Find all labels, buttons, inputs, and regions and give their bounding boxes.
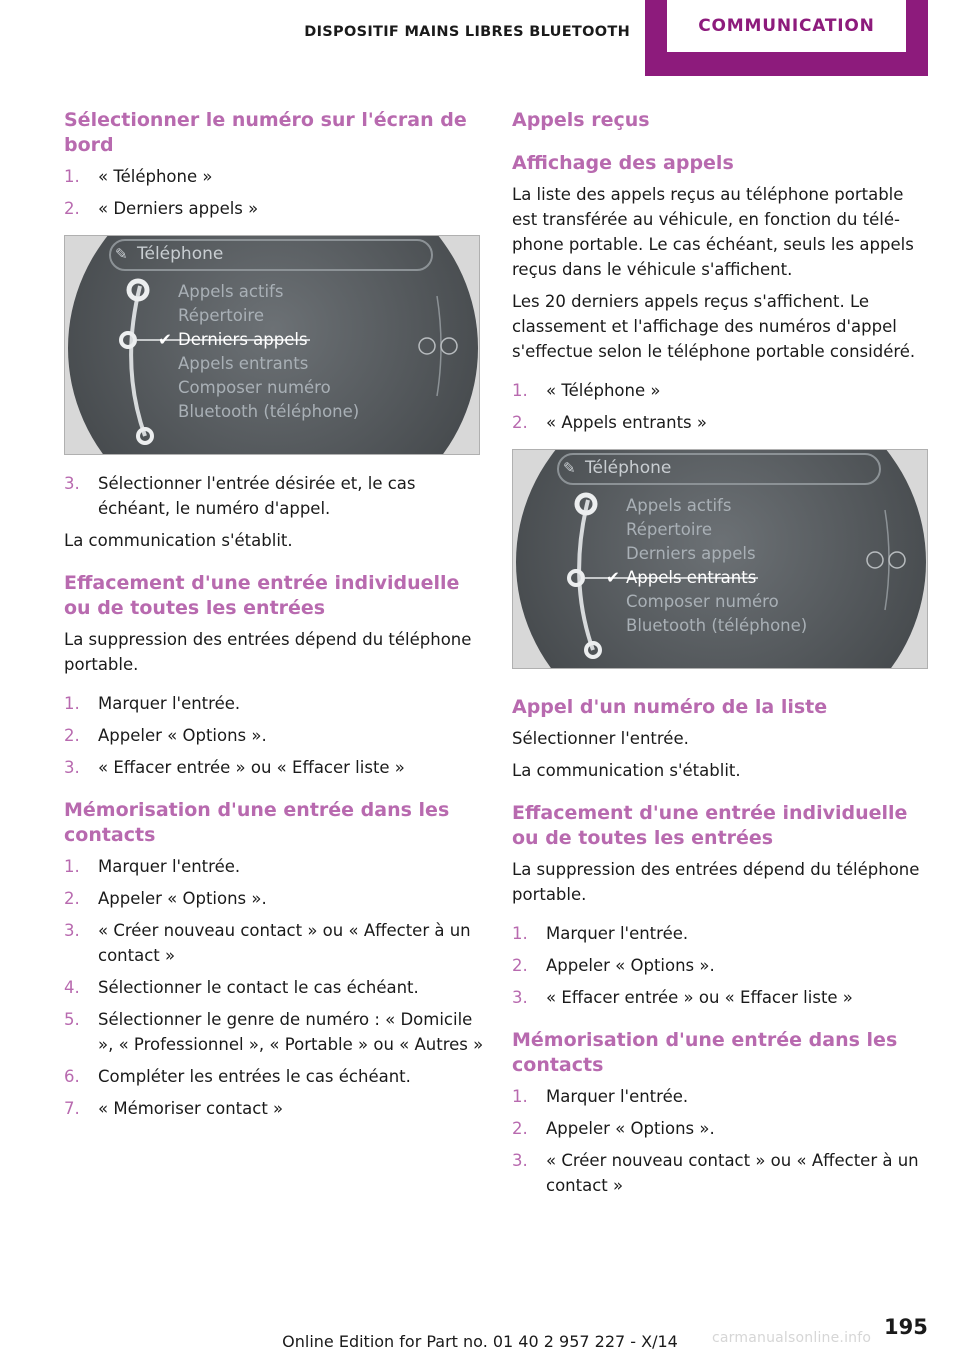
list-item: 5. Sélectionner le genre de numéro : « Domicile », « Professionnel », « Portable » ou « Autres » [64,1010,484,1054]
display-menu-item: Bluetooth (téléphone) [626,616,808,635]
list-item: 1. Marquer l'entrée. [64,857,241,876]
paragraph: La communication s'établit. [64,531,293,550]
display-menu-item-selected: ✔ Appels entrants [626,566,807,590]
list-item: 3. « Effacer entrée » ou « Effacer liste » [512,988,853,1007]
list-item: 3. Sélectionner l'entrée désirée et, le cas échéant, le numéro d'appel. [64,474,416,518]
steps-delete-entries [512,921,932,1010]
display-menu-item: Derniers appels [626,544,756,563]
steps-save-contact [512,1084,932,1198]
list-item: 1. Marquer l'entrée. [512,924,689,943]
list-item: 1. « Téléphone » [64,167,213,186]
list-item: 2. Appeler « Options ». [64,889,267,908]
list-item: 1. « Téléphone » [512,381,661,400]
page-number: 195 [884,1315,928,1339]
display-menu-item: Appels entrants [178,354,309,373]
section-title-select-number: Sélectionner le numéro sur l'écran de bord [64,109,467,156]
list-item: 7. « Mémoriser contact » [64,1099,284,1118]
list-item: 2. Appeler « Options ». [64,726,267,745]
section-title-call-from-list: Appel d'un numéro de la liste [512,696,828,718]
display-title: Téléphone [585,458,672,478]
onboard-display-screenshot [512,449,928,669]
list-item: 1. Marquer l'entrée. [512,1087,689,1106]
paragraph: La liste des appels reçus au téléphone portable est transférée au véhicule, en fonction du téléphone portable. Le cas échéant, seuls les appels reçus dans le véhicule s'affichent. [512,185,914,279]
running-header-section: DISPOSITIF MAINS LIBRES BLUETOOTH [304,24,630,40]
list-item: 6. Compléter les entrées le cas échéant. [64,1067,411,1086]
paragraph: La suppression des entrées dépend du téléphone portable. [512,860,920,904]
checkmark-icon: ✔ [158,330,172,349]
steps-save-contact [64,854,484,1121]
paragraph: La communication s'établit. [512,761,741,780]
steps-select-number-cont [64,471,484,521]
section-title-save-contact: Mémorisation d'une entrée dans les contacts [512,1029,898,1076]
list-item: 2. « Appels entrants » [512,413,707,432]
display-menu-item: Appels actifs [626,496,732,515]
section-title-save-contact: Mémorisation d'une entrée dans les contacts [64,799,450,846]
list-item: 2. Appeler « Options ». [512,956,715,975]
checkmark-icon: ✔ [606,568,620,587]
onboard-display-screenshot [64,235,480,455]
list-item: 2. « Derniers appels » [64,199,259,218]
left-column [64,108,484,1128]
list-item: 4. Sélectionner le contact le cas échéant. [64,978,419,997]
paragraph: Les 20 derniers appels reçus s'affichent. Le classement et l'affichage des numéros d'appel s'effectue selon le téléphone portable considéré. [512,292,916,361]
list-item: 3. « Effacer entrée » ou « Effacer liste » [64,758,405,777]
edition-note: Online Edition for Part no. 01 40 2 957 227 - X/14 [282,1332,678,1351]
display-menu-item: Répertoire [626,520,713,539]
right-column [512,108,932,1205]
list-item: 2. Appeler « Options ». [512,1119,715,1138]
list-item: 1. Marquer l'entrée. [64,694,241,713]
display-menu-item: Bluetooth (téléphone) [178,402,360,421]
display-menu [606,494,808,638]
paragraph: La suppression des entrées dépend du téléphone portable. [64,630,472,674]
watermark-text: carmanualsonline.info [712,1330,872,1346]
display-menu-item-selected: ✔ Derniers appels [178,328,359,352]
steps-delete-entries [64,691,484,780]
main-title-received-calls: Appels reçus [512,109,650,131]
steps-call-display [512,378,932,435]
display-menu-item: Composer numéro [626,592,779,611]
section-title-delete-entries: Effacement d'une entrée individuelle ou de toutes les entrées [512,802,908,849]
display-menu-item: Appels actifs [178,282,284,301]
chapter-tab [645,0,928,76]
display-title: Téléphone [137,244,224,264]
display-menu-item: Répertoire [178,306,265,325]
section-title-delete-entries: Effacement d'une entrée individuelle ou de toutes les entrées [64,572,460,619]
pencil-icon: ✎ [563,459,576,477]
display-menu [158,280,360,424]
display-menu-item: Composer numéro [178,378,331,397]
list-item: 3. « Créer nouveau contact » ou « Affecter à un contact » [512,1151,919,1195]
steps-select-number [64,164,484,221]
section-title-call-display: Affichage des appels [512,152,734,174]
pencil-icon: ✎ [115,245,128,263]
list-item: 3. « Créer nouveau contact » ou « Affecter à un contact » [64,921,471,965]
chapter-tab-label: COMMUNICATION [667,0,906,52]
paragraph: Sélectionner l'entrée. [512,729,689,748]
